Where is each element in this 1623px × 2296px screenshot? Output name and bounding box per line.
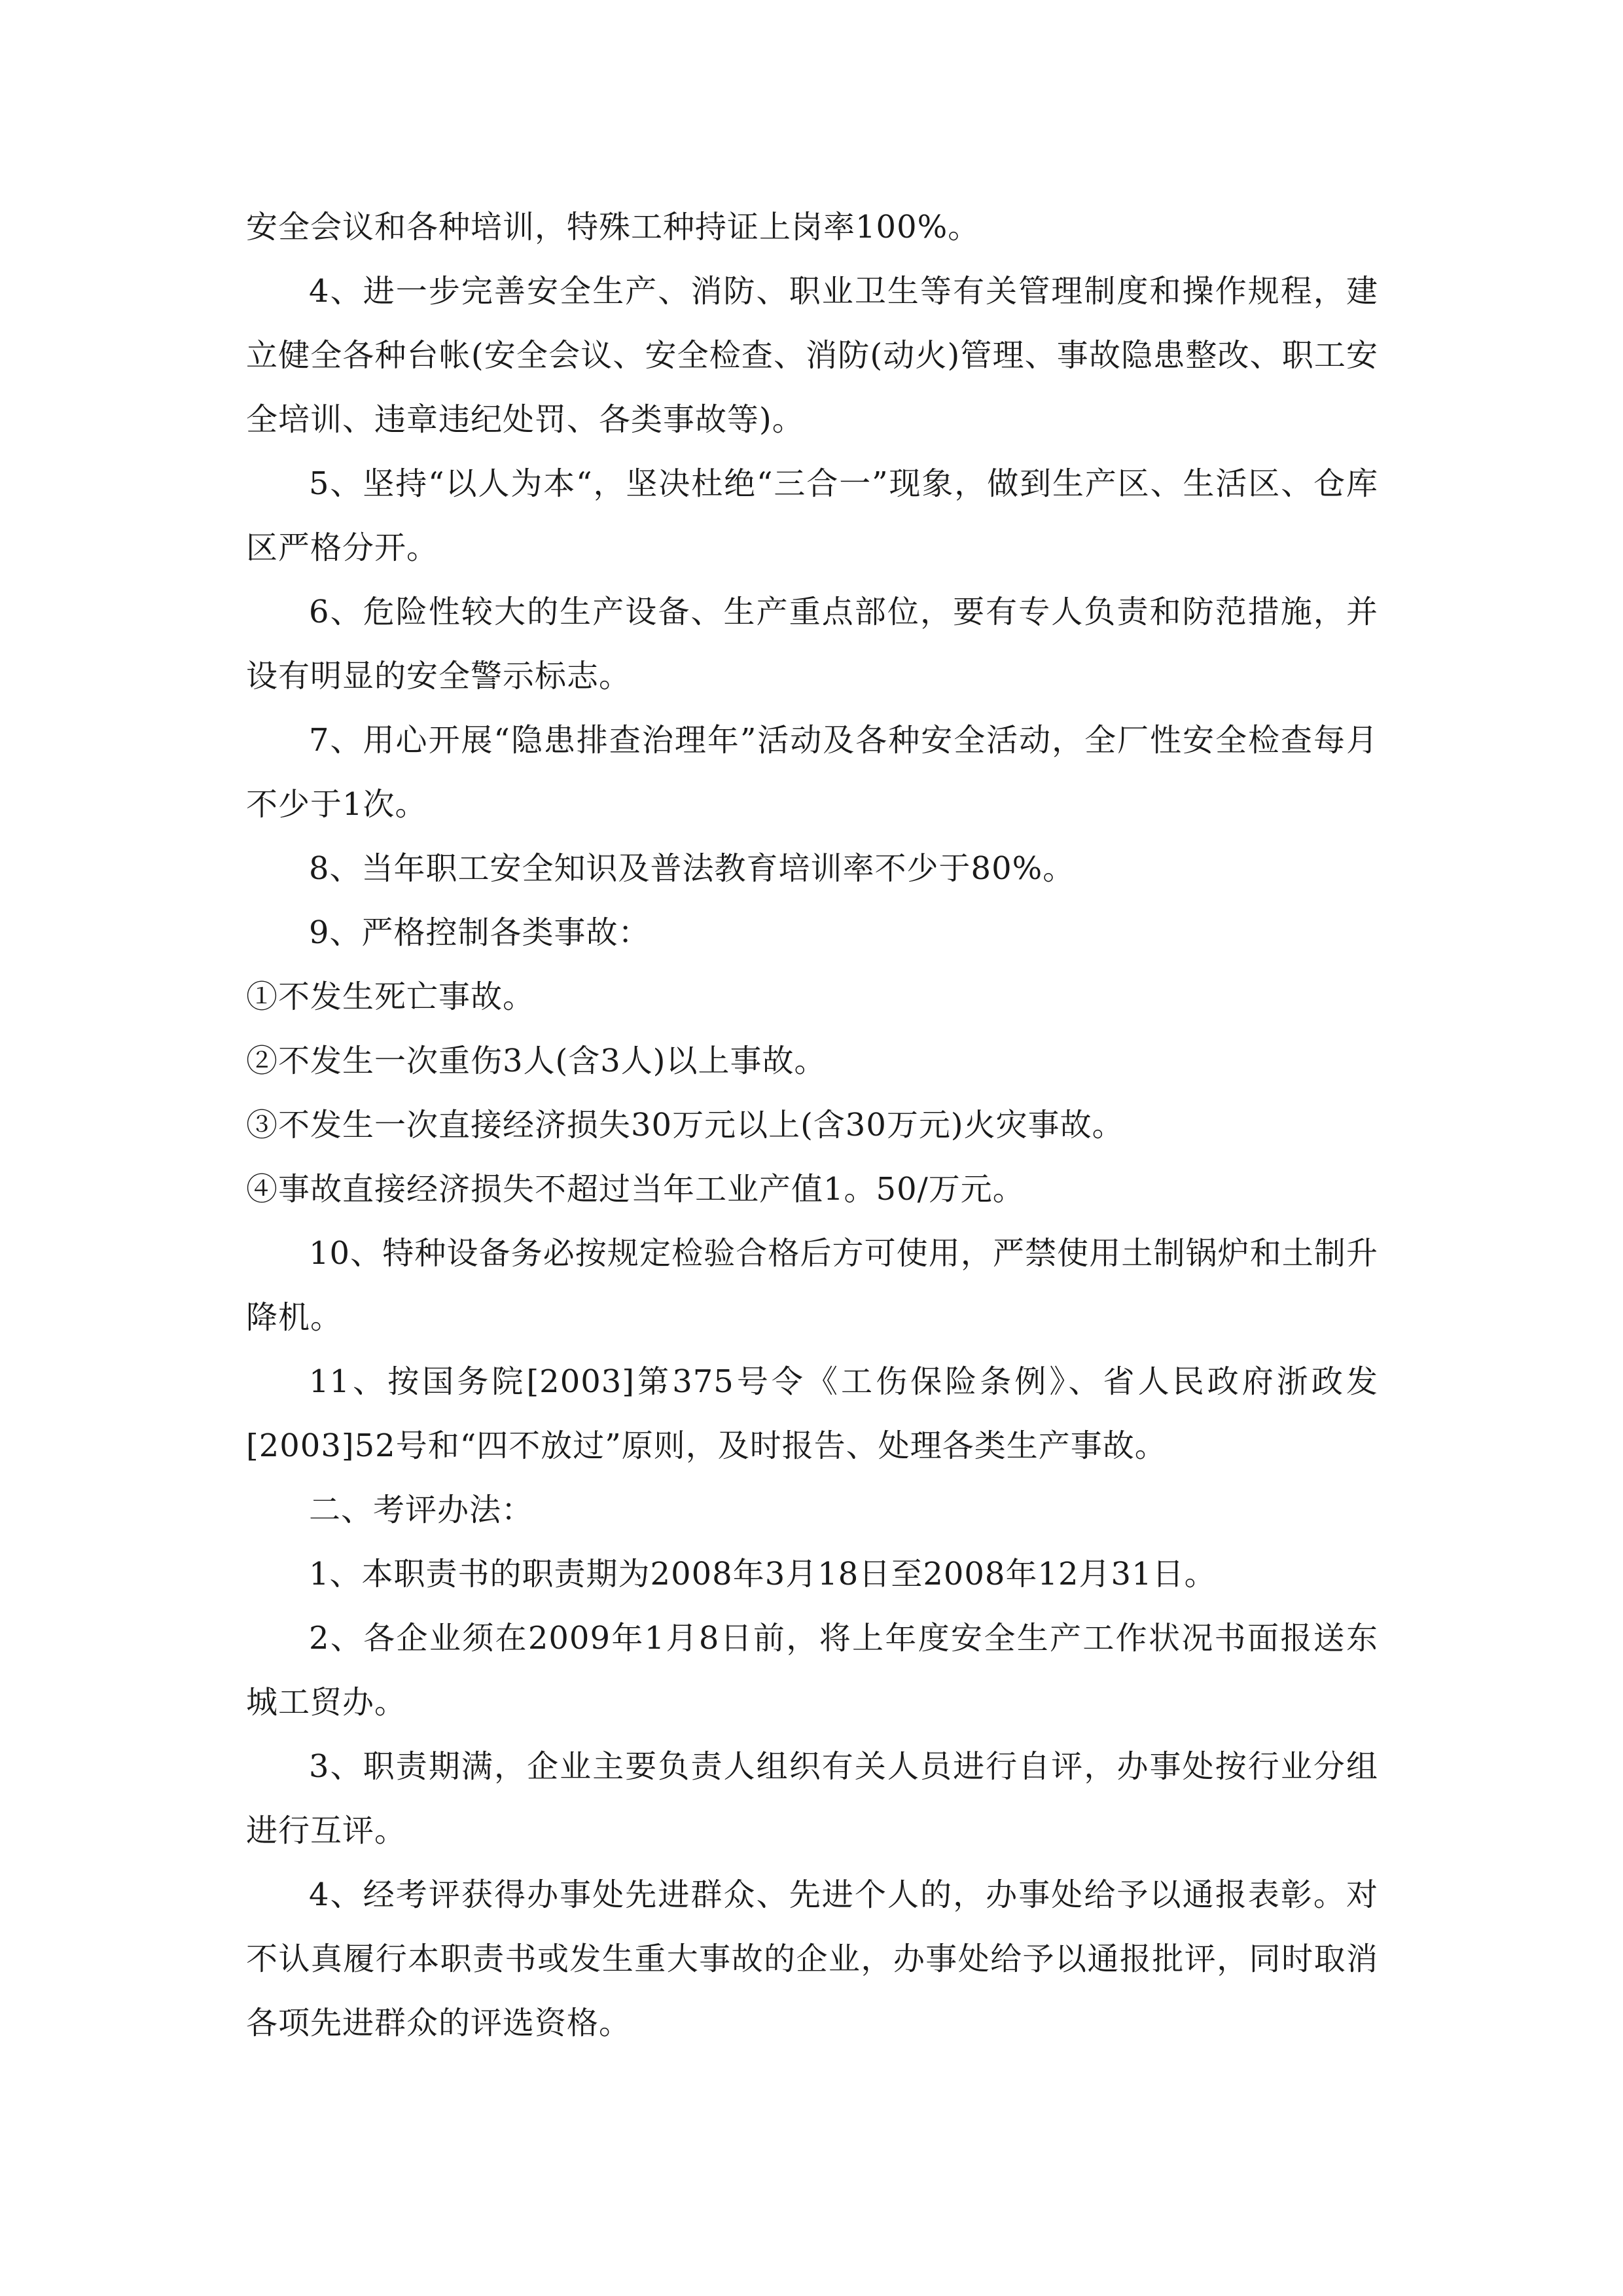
paragraph-item-9: 9、严格控制各类事故： — [309, 914, 651, 951]
paragraph-item-4: 4、进一步完善安全生产、消防、职业卫生等有关管理制度和操作规程，建立健全各种台帐(安全会议、安全检查、消防(动火)管理、事故隐患整改、职工安全培训、违章违纪处罚、各类事故等)。 — [246, 273, 1378, 438]
paragraph-item-7: 7、用心开展“隐患排查治理年”活动及各种安全活动，全厂性安全检查每月不少于1次。 — [246, 722, 1378, 823]
paragraph-item-6: 6、危险性较大的生产设备、生产重点部位，要有专人负责和防范措施，并设有明显的安全警示标志。 — [246, 594, 1378, 694]
evaluation-item-1: 1、本职责书的职责期为2008年3月18日至2008年12月31日。 — [309, 1556, 1217, 1592]
evaluation-item-4: 4、经考评获得办事处先进群众、先进个人的，办事处给予以通报表彰。对不认真履行本职责书或发生重大事故的企业，办事处给予以通报批评，同时取消各项先进群众的评选资格。 — [246, 1876, 1378, 2041]
sub-item-3: ③不发生一次直接经济损失30万元以上(含30万元)火灾事故。 — [246, 1107, 1124, 1143]
sub-item-4: ④事故直接经济损失不超过当年工业产值1。50/万元。 — [246, 1171, 1025, 1208]
document-body — [246, 195, 1378, 2055]
section-heading-evaluation: 二、考评办法： — [309, 1492, 534, 1528]
paragraph-continuation: 安全会议和各种培训，特殊工种持证上岗率100%。 — [246, 209, 980, 245]
sub-item-1: ①不发生死亡事故。 — [246, 978, 535, 1015]
evaluation-item-2: 2、各企业须在2009年1月8日前，将上年度安全生产工作状况书面报送东城工贸办。 — [246, 1620, 1378, 1721]
paragraph-item-8: 8、当年职工安全知识及普法教育培训率不少于80%。 — [309, 850, 1075, 887]
paragraph-item-10: 10、特种设备务必按规定检验合格后方可使用，严禁使用土制锅炉和土制升降机。 — [246, 1235, 1378, 1336]
sub-item-2: ②不发生一次重伤3人(含3人)以上事故。 — [246, 1043, 827, 1079]
paragraph-item-11: 11、按国务院[2003]第375号令《工伤保险条例》、省人民政府浙政发[2003]52号和“四不放过”原则，及时报告、处理各类生产事故。 — [246, 1363, 1378, 1464]
paragraph-item-5: 5、坚持“以人为本“，坚决杜绝“三合一”现象，做到生产区、生活区、仓库区严格分开。 — [246, 465, 1378, 566]
evaluation-item-3: 3、职责期满，企业主要负责人组织有关人员进行自评，办事处按行业分组进行互评。 — [246, 1748, 1378, 1849]
